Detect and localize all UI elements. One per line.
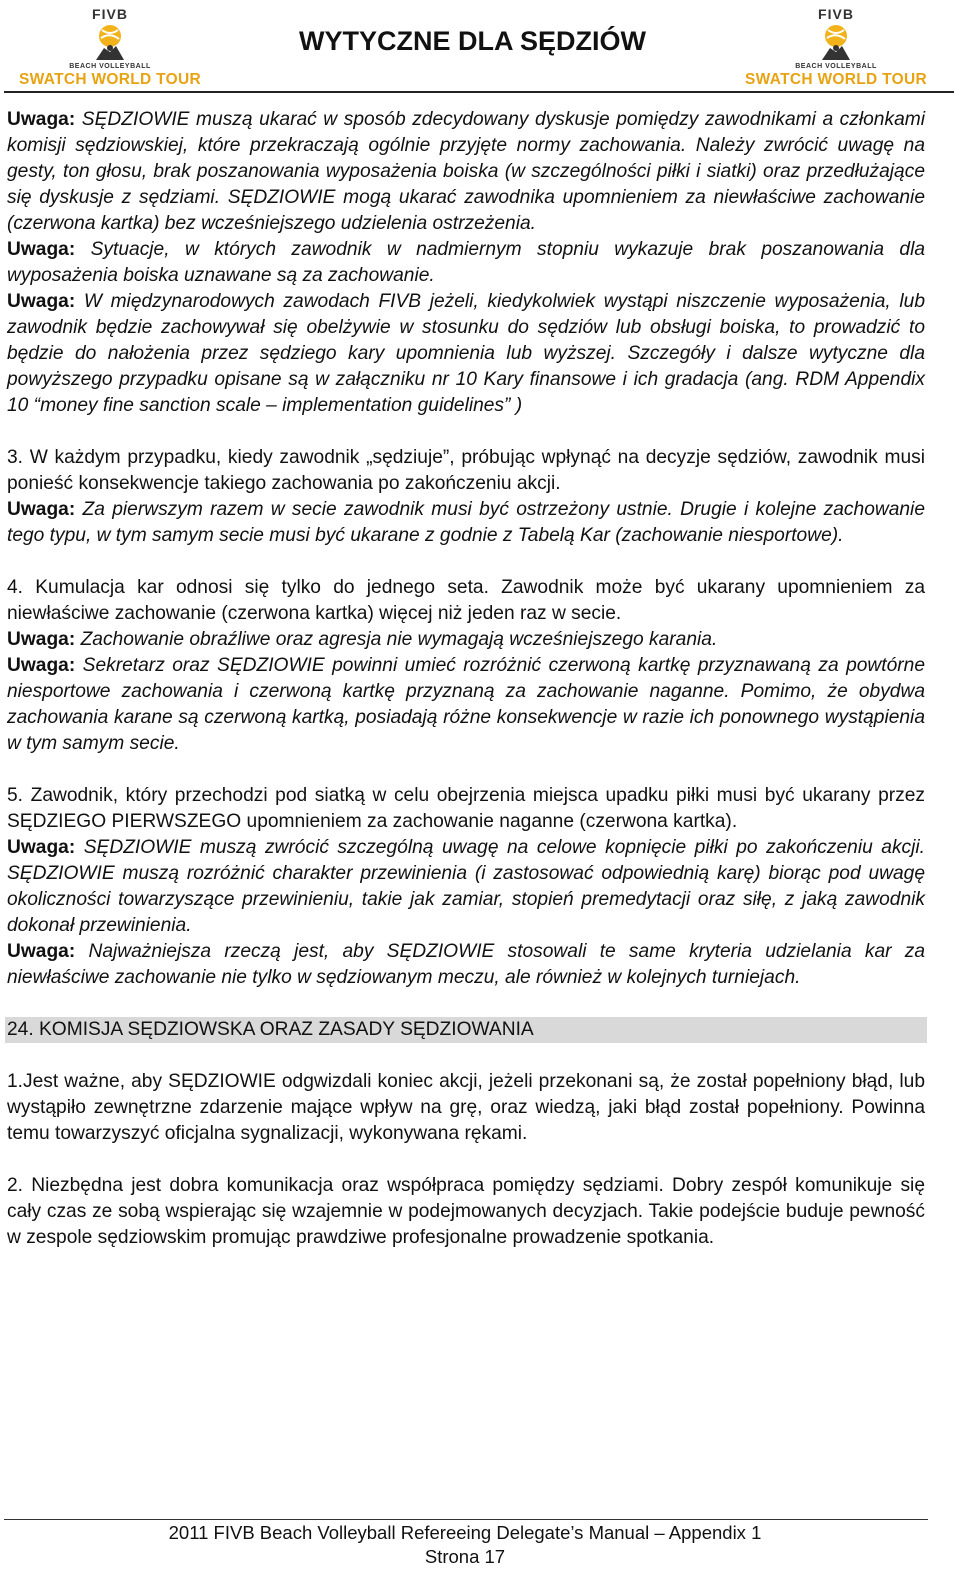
footer-manual-title: 2011 FIVB Beach Volleyball Refereeing Delegate’s Manual – Appendix 1 [168,1522,762,1543]
paragraph-note [7,939,925,991]
note-label: Uwaga: [7,239,76,260]
header-divider [4,91,954,93]
fivb-swatch-logo-left [6,6,214,88]
volleyball-player-icon [814,22,858,62]
logo-beach-text: BEACH VOLLEYBALL [69,63,151,70]
note-label: Uwaga: [7,291,76,312]
document-body [7,107,925,1251]
note-text: Najważniejsza rzeczą jest, aby SĘDZIOWIE stosowali te same kryteria udzielania kar za niewłaściwe zachowanie nie tylko w sędziowanym meczu, ale również w kolejnych turniejach. [7,941,925,988]
note-text: Za pierwszym razem w secie zawodnik musi być ostrzeżony ustnie. Drugie i kolejne zachowanie tego typu, w tym samym secie musi być ukarane z godnie z Tabelą Kar (zachowanie niesportowe). [7,499,925,546]
section-heading: 24. KOMISJA SĘDZIOWSKA ORAZ ZASADY SĘDZIOWANIA [5,1017,927,1043]
note-label: Uwaga: [7,655,76,676]
paragraph-note [7,497,925,549]
note-text: W międzynarodowych zawodach FIVB jeżeli, kiedykolwiek wystąpi niszczenie wyposażenia, lub zawodnik będzie zachowywał się obelżywie w stosunku do sędziów lub obsługi boiska, to prowadzić to będzie do nałożenia przez sędziego kary upomnienia lub wyższej. Szczegóły i dalsze wytyczne dla powyższego przypadku opisane są w załączniku nr 10 Kary finansowe i ich gradacja (ang. RDM Appendix 10 “money fine sanction scale – implementation guidelines” ) [7,291,925,416]
fivb-swatch-logo-right [732,6,940,88]
paragraph-note [7,289,925,419]
logo-tour-text: SWATCH WORLD TOUR [19,71,201,88]
paragraph-point-3: 3. W każdym przypadku, kiedy zawodnik „sędziuje”, próbując wpłynąć na decyzje sędziów, zawodnik musi ponieść konsekwencje takiego zachowania po zakończeniu akcji. [7,447,925,494]
paragraph-point-4: 4. Kumulacja kar odnosi się tylko do jednego seta. Zawodnik może być ukarany upomnieniem za niewłaściwe zachowanie (czerwona kartka) więcej niż jeden raz w secie. [7,577,925,624]
page-number: Strona 17 [424,1546,506,1567]
paragraph-note [7,835,925,939]
paragraph-point-1: 1.Jest ważne, aby SĘDZIOWIE odgwizdali koniec akcji, jeżeli przekonani są, że został popełniony błąd, lub wystąpiło zewnętrzne zdarzenie mające wpływ na grę, oraz wiedzą, jaki błąd został popełniony. Powinna temu towarzyszyć oficjalna sygnalizacji, wykonywana rękami. [7,1071,925,1144]
note-label: Uwaga: [7,837,76,858]
note-text: SĘDZIOWIE muszą ukarać w sposób zdecydowany dyskusje pomiędzy zawodnikami a członkami komisji sędziowskiej, które przekraczają ogólnie przyjęte normy zachowania. Należy zwrócić uwagę na gesty, ton głosu, brak poszanowania wyposażenia boiska (w szczególności piłki i siatki) oraz przedłużające się dyskusje z sędziami. SĘDZIOWIE mogą ukarać zawodnika upomnieniem za niewłaściwe zachowanie (czerwona kartka) bez wcześniejszego udzielenia ostrzeżenia. [7,109,925,234]
note-label: Uwaga: [7,499,76,520]
paragraph-note [7,653,925,757]
page-header [0,0,960,92]
page-title: WYTYCZNE DLA SĘDZIÓW [299,26,646,56]
footer-divider [4,1519,928,1520]
note-label: Uwaga: [7,941,76,962]
logo-tour-text: SWATCH WORLD TOUR [745,71,927,88]
note-text: Sekretarz oraz SĘDZIOWIE powinni umieć rozróżnić czerwoną kartkę przyznawaną za powtórne niesportowe zachowania i czerwoną kartkę przyznaną za zachowanie naganne. Pomimo, że obydwa zachowania karane są czerwoną kartką, posiadają różne konsekwencje w razie ich ponownego wystąpienia w tym samym secie. [7,655,925,754]
note-label: Uwaga: [7,629,76,650]
note-text: Zachowanie obraźliwe oraz agresja nie wymagają wcześniejszego karania. [75,629,718,650]
paragraph-note [7,237,925,289]
note-label: Uwaga: [7,109,76,130]
note-text: Sytuacje, w których zawodnik w nadmiernym stopniu wykazuje brak poszanowania dla wyposażenia boiska uznawane są za zachowanie. [7,239,925,286]
note-text: SĘDZIOWIE muszą zwrócić szczególną uwagę na celowe kopnięcie piłki po zakończeniu akcji. SĘDZIOWIE muszą rozróżnić charakter przewinienia (i zastosować odpowiednią karę) biorąc pod uwagę okoliczności towarzyszące przewinieniu, takie jak zamiar, stopień premedytacji oraz siłę, z jaką zawodnik dokonał przewinienia. [7,837,925,936]
logo-fivb-text: FIVB [92,6,128,22]
page-footer [0,1521,930,1569]
paragraph-note [7,627,925,653]
paragraph-point-2: 2. Niezbędna jest dobra komunikacja oraz współpraca pomiędzy sędziami. Dobry zespół komunikuje się cały czas ze sobą wspierając się wzajemnie w podejmowanych decyzjach. Takie podejście buduje pewność w zespole sędziowskim promując prawdziwe profesjonalne prowadzenie spotkania. [7,1175,925,1248]
paragraph-note [7,107,925,237]
volleyball-player-icon [88,22,132,62]
logo-beach-text: BEACH VOLLEYBALL [795,63,877,70]
paragraph-point-5: 5. Zawodnik, który przechodzi pod siatką w celu obejrzenia miejsca upadku piłki musi być ukarany przez SĘDZIEGO PIERWSZEGO upomnieniem za zachowanie naganne (czerwona kartka). [7,785,925,832]
logo-fivb-text: FIVB [818,6,854,22]
